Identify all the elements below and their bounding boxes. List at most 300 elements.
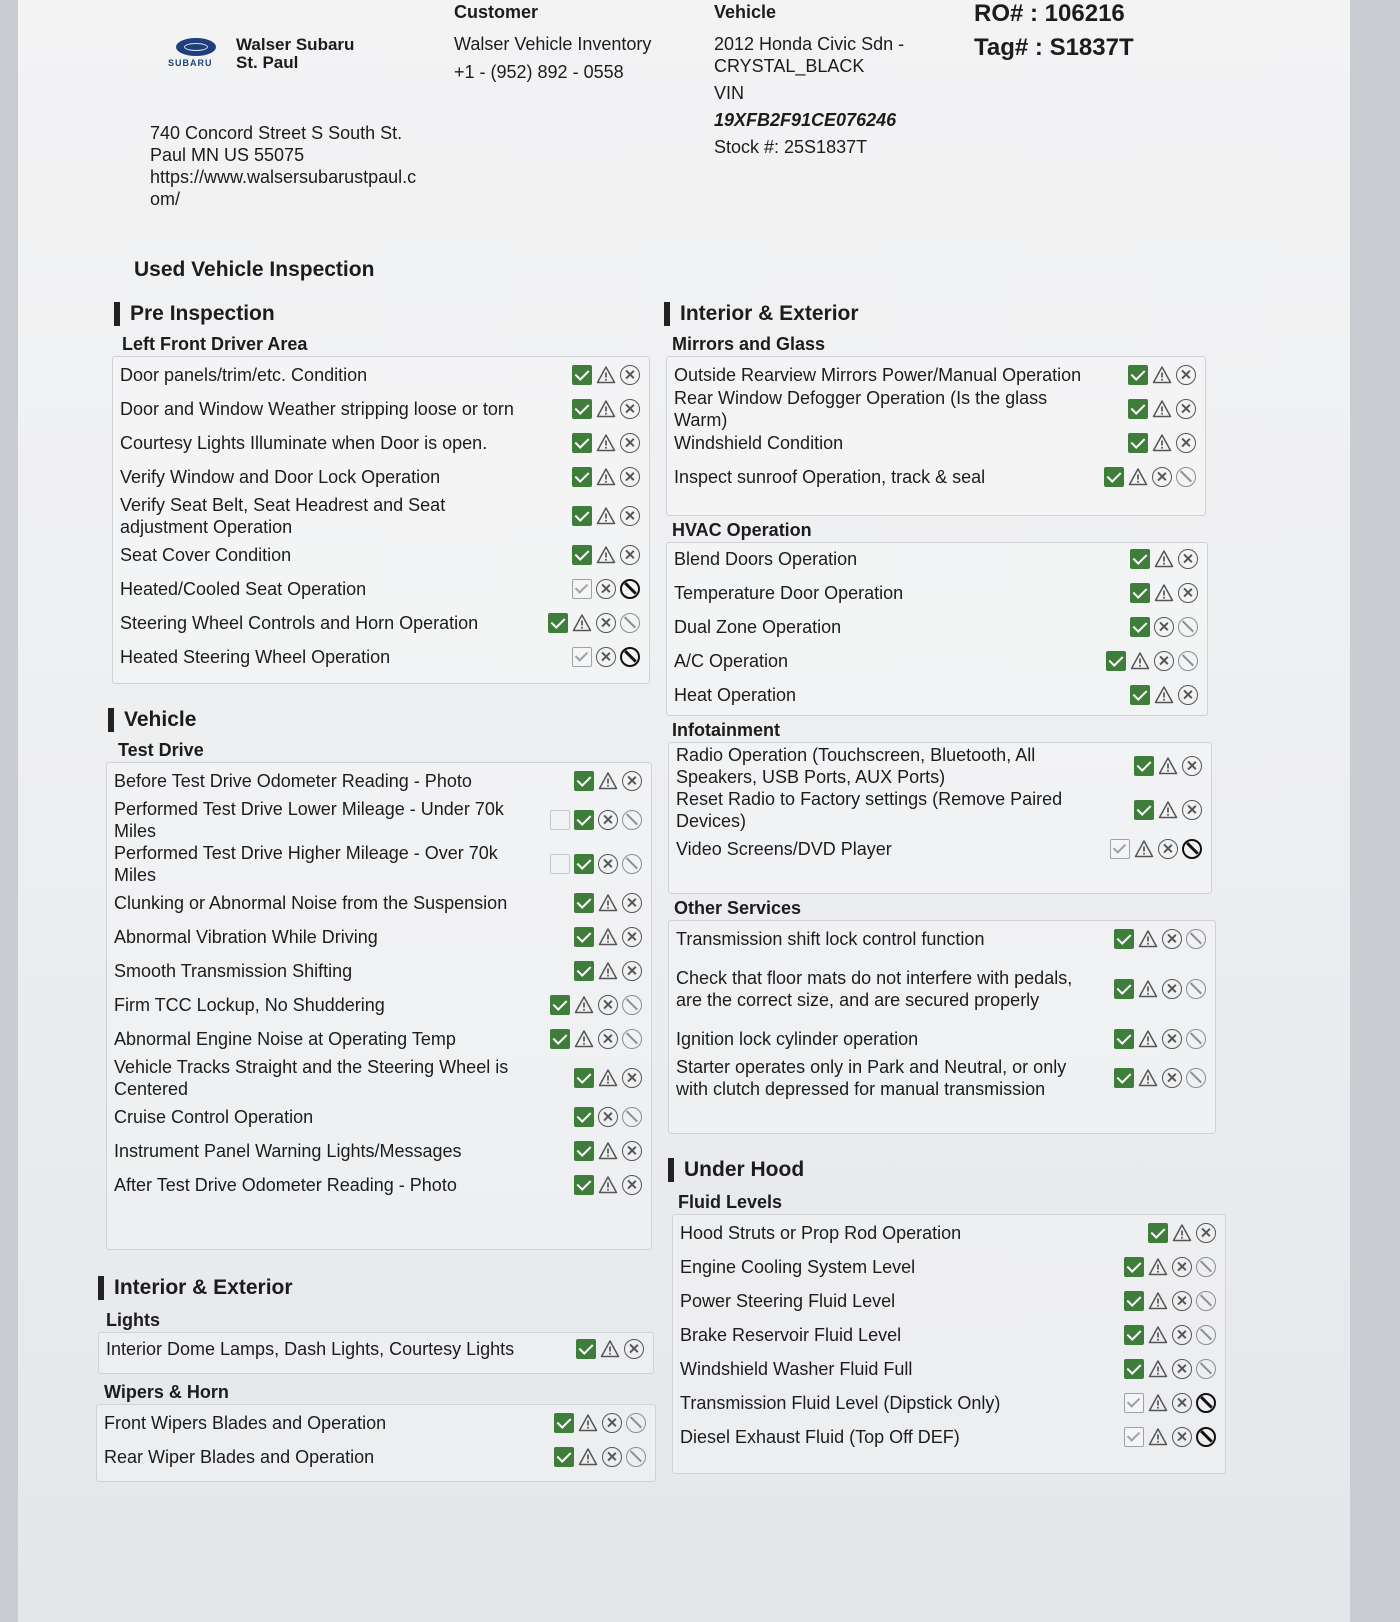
warning-icon[interactable] (1154, 583, 1174, 603)
checklist-item-test_drive-7 (114, 1022, 642, 1056)
fail-x-icon[interactable] (1178, 685, 1198, 705)
check-icon[interactable] (1128, 399, 1148, 419)
not-applicable-selected-icon[interactable] (1182, 839, 1202, 859)
status-icons (548, 613, 640, 633)
check-icon[interactable] (574, 961, 594, 981)
checklist-item-fluids-6 (680, 1420, 1216, 1454)
checklist-item-infotainment-1 (676, 788, 1202, 832)
status-icons (572, 647, 640, 667)
check-icon[interactable] (1114, 1068, 1134, 1088)
not-applicable-icon[interactable] (1186, 1068, 1206, 1088)
fail-x-icon[interactable] (620, 467, 640, 487)
fail-x-icon[interactable] (622, 961, 642, 981)
status-icons (1114, 929, 1206, 949)
customer-label: Customer (454, 2, 539, 22)
group-left-front-title: Left Front Driver Area (122, 334, 308, 354)
checklist-item-label: Firm TCC Lockup, No Shuddering (114, 995, 385, 1015)
unchecked-box-icon[interactable] (572, 647, 592, 667)
fail-x-icon[interactable] (1172, 1393, 1192, 1413)
checklist-item-hvac-3 (674, 644, 1198, 678)
warning-icon[interactable] (1152, 433, 1172, 453)
check-icon[interactable] (574, 1107, 594, 1127)
checklist-item-label: Hood Struts or Prop Rod Operation (680, 1223, 962, 1243)
check-icon[interactable] (1148, 1223, 1168, 1243)
warning-icon[interactable] (1152, 399, 1172, 419)
fail-x-icon[interactable] (622, 771, 642, 791)
section-under-hood: Under Hood (668, 1158, 804, 1182)
warning-icon[interactable] (1158, 756, 1178, 776)
warning-icon[interactable] (598, 1175, 618, 1195)
warning-icon[interactable] (1138, 979, 1158, 999)
not-applicable-icon[interactable] (622, 1107, 642, 1127)
checklist-item-label: Windshield Condition (674, 433, 844, 453)
customer-block (454, 2, 651, 83)
fail-x-icon[interactable] (1176, 365, 1196, 385)
checklist-item-left_front-3 (120, 460, 640, 494)
check-icon[interactable] (554, 1447, 574, 1467)
check-icon[interactable] (574, 854, 594, 874)
status-icons (1130, 617, 1198, 637)
customer-phone: +1 - (952) 892 - 0558 (454, 62, 624, 82)
warning-icon[interactable] (596, 365, 616, 385)
not-applicable-icon[interactable] (1196, 1291, 1216, 1311)
checklist-item-test_drive-6 (114, 988, 642, 1022)
not-applicable-icon[interactable] (626, 1413, 646, 1433)
check-icon[interactable] (574, 771, 594, 791)
fail-x-icon[interactable] (624, 1339, 644, 1359)
checklist-item-label: Steering Wheel Controls and Horn Operation (120, 613, 479, 633)
warning-icon[interactable] (1154, 685, 1174, 705)
fail-x-icon[interactable] (596, 613, 616, 633)
fail-x-icon[interactable] (1154, 651, 1174, 671)
checklist-item-label: Outside Rearview Mirrors Power/Manual Operation (674, 365, 1082, 385)
checklist-item-test_drive-11 (114, 1168, 642, 1202)
status-icons (1124, 1393, 1216, 1413)
checklist-item-label: Clunking or Abnormal Noise from the Suspension (114, 893, 508, 913)
fail-x-icon[interactable] (1178, 549, 1198, 569)
check-icon[interactable] (1128, 433, 1148, 453)
checklist-item-label: Abnormal Engine Noise at Operating Temp (114, 1029, 456, 1049)
checklist-item-test_drive-1 (114, 798, 642, 842)
status-icons (572, 365, 640, 385)
fail-x-icon[interactable] (1172, 1257, 1192, 1277)
status-icons (1114, 1068, 1206, 1088)
checklist-item-test_drive-9 (114, 1100, 642, 1134)
status-icons (1128, 365, 1196, 385)
checklist-item-left_front-8 (120, 640, 640, 674)
warning-icon[interactable] (572, 613, 592, 633)
warning-icon[interactable] (598, 1068, 618, 1088)
fail-x-icon[interactable] (1176, 399, 1196, 419)
status-icons (1124, 1427, 1216, 1447)
checklist-item-label: Courtesy Lights Illuminate when Door is open. (120, 433, 488, 453)
status-icons (550, 810, 642, 830)
check-icon[interactable] (1130, 685, 1150, 705)
checklist-item-label: Windshield Washer Fluid Full (680, 1359, 913, 1379)
subaru-logo-icon (176, 38, 216, 56)
not-applicable-selected-icon[interactable] (1196, 1393, 1216, 1413)
checklist-item-label: Power Steering Fluid Level (680, 1291, 896, 1311)
warning-icon[interactable] (596, 433, 616, 453)
checklist-item-hvac-0 (674, 542, 1198, 576)
checklist-item-label: A/C Operation (674, 651, 789, 671)
dealer-address: 740 Concord Street S South St. Paul MN US 55075 https://www.walsersubarustpaul.c om/ (150, 123, 417, 209)
not-applicable-icon[interactable] (1196, 1257, 1216, 1277)
empty-box-icon[interactable] (550, 854, 570, 874)
status-icons (554, 1413, 646, 1433)
warning-icon[interactable] (1130, 651, 1150, 671)
status-icons (574, 961, 642, 981)
warning-icon[interactable] (1148, 1291, 1168, 1311)
group-test-drive-title: Test Drive (118, 740, 204, 760)
checklist-item-test_drive-3 (114, 886, 642, 920)
group-mirrors-title: Mirrors and Glass (672, 334, 826, 354)
not-applicable-icon[interactable] (620, 613, 640, 633)
check-icon[interactable] (1130, 583, 1150, 603)
fail-x-icon[interactable] (622, 1141, 642, 1161)
check-icon[interactable] (1124, 1359, 1144, 1379)
vehicle-color: CRYSTAL_BLACK (714, 56, 865, 76)
warning-icon[interactable] (598, 961, 618, 981)
check-icon[interactable] (1114, 1029, 1134, 1049)
check-icon[interactable] (1134, 756, 1154, 776)
empty-box-icon[interactable] (550, 810, 570, 830)
status-icons (1124, 1291, 1216, 1311)
checklist-item-label: Video Screens/DVD Player (676, 839, 892, 859)
checklist-item-label: Before Test Drive Odometer Reading - Photo (114, 771, 472, 791)
not-applicable-icon[interactable] (1186, 979, 1206, 999)
checklist-item-test_drive-10 (114, 1134, 642, 1168)
warning-icon[interactable] (598, 1141, 618, 1161)
fail-x-icon[interactable] (1154, 617, 1174, 637)
vehicle-label: Vehicle (714, 2, 777, 22)
warning-icon[interactable] (1128, 467, 1148, 487)
warning-icon[interactable] (1138, 1029, 1158, 1049)
checklist-item-label: Transmission Fluid Level (Dipstick Only) (680, 1393, 1001, 1413)
warning-icon[interactable] (578, 1447, 598, 1467)
warning-icon[interactable] (598, 771, 618, 791)
checklist-item-left_front-2 (120, 426, 640, 460)
checklist-item-other-0 (676, 922, 1206, 956)
fail-x-icon[interactable] (622, 1175, 642, 1195)
fail-x-icon[interactable] (622, 893, 642, 913)
fail-x-icon[interactable] (598, 854, 618, 874)
warning-icon[interactable] (1138, 929, 1158, 949)
checklist-item-fluids-3 (680, 1318, 1216, 1352)
checklist-item-hvac-2 (674, 610, 1198, 644)
status-icons (550, 1029, 642, 1049)
check-icon[interactable] (1134, 800, 1154, 820)
page-title: Used Vehicle Inspection (134, 258, 375, 281)
checklist-item-fluids-0 (680, 1216, 1216, 1250)
status-icons (574, 1175, 642, 1195)
fail-x-icon[interactable] (596, 647, 616, 667)
not-applicable-icon[interactable] (622, 995, 642, 1015)
fail-x-icon[interactable] (1178, 583, 1198, 603)
unchecked-box-icon[interactable] (572, 579, 592, 599)
not-applicable-icon[interactable] (622, 1029, 642, 1049)
warning-icon[interactable] (1172, 1223, 1192, 1243)
checklist-item-fluids-1 (680, 1250, 1216, 1284)
warning-icon[interactable] (596, 399, 616, 419)
checklist-item-mirrors-1 (674, 388, 1196, 430)
check-icon[interactable] (574, 893, 594, 913)
fail-x-icon[interactable] (1162, 1068, 1182, 1088)
status-icons (1128, 433, 1196, 453)
checklist-item-label: Door and Window Weather stripping loose or torn (120, 399, 514, 419)
checklist-item-label: Rear Wiper Blades and Operation (104, 1447, 375, 1467)
checklist-item-fluids-5 (680, 1386, 1216, 1420)
status-icons (550, 854, 642, 874)
fail-x-icon[interactable] (1182, 756, 1202, 776)
vin-label: VIN (714, 83, 745, 103)
check-icon[interactable] (572, 506, 592, 526)
fail-x-icon[interactable] (598, 810, 618, 830)
check-icon[interactable] (572, 399, 592, 419)
status-icons (572, 433, 640, 453)
status-icons (574, 1141, 642, 1161)
status-icons (574, 893, 642, 913)
unchecked-box-icon[interactable] (1124, 1427, 1144, 1447)
fail-x-icon[interactable] (1172, 1291, 1192, 1311)
status-icons (554, 1447, 646, 1467)
checklist-item-left_front-4 (120, 494, 640, 538)
not-applicable-icon[interactable] (622, 854, 642, 874)
unchecked-box-icon[interactable] (1110, 839, 1130, 859)
checklist-item-test_drive-5 (114, 954, 642, 988)
fail-x-icon[interactable] (620, 399, 640, 419)
status-icons (1124, 1257, 1216, 1277)
checklist-item-label: Seat Cover Condition (120, 545, 292, 565)
section-pre-inspection: Pre Inspection (114, 302, 275, 326)
group-wipers-title: Wipers & Horn (104, 1382, 229, 1402)
check-icon[interactable] (574, 927, 594, 947)
fail-x-icon[interactable] (1172, 1359, 1192, 1379)
not-applicable-icon[interactable] (1196, 1359, 1216, 1379)
fail-x-icon[interactable] (602, 1447, 622, 1467)
status-icons (572, 579, 640, 599)
check-icon[interactable] (1130, 549, 1150, 569)
check-icon[interactable] (1114, 929, 1134, 949)
warning-icon[interactable] (574, 995, 594, 1015)
checklist-item-label: Vehicle Tracks Straight and the Steering Wheel is Centered (114, 1057, 509, 1099)
checklist-item-lights-0 (106, 1332, 644, 1366)
check-icon[interactable] (574, 1068, 594, 1088)
check-icon[interactable] (572, 545, 592, 565)
checklist-item-left_front-5 (120, 538, 640, 572)
checklist-item-label: Performed Test Drive Higher Mileage - Over 70k Miles (114, 843, 498, 885)
warning-icon[interactable] (598, 893, 618, 913)
fail-x-icon[interactable] (602, 1413, 622, 1433)
tag-number: Tag# : S1837T (974, 34, 1134, 61)
check-icon[interactable] (572, 467, 592, 487)
not-applicable-icon[interactable] (1186, 1029, 1206, 1049)
not-applicable-icon[interactable] (1186, 929, 1206, 949)
warning-icon[interactable] (574, 1029, 594, 1049)
checklist-item-other-3 (676, 1056, 1206, 1100)
checklist-item-left_front-0 (120, 358, 640, 392)
check-icon[interactable] (1124, 1257, 1144, 1277)
not-applicable-icon[interactable] (622, 810, 642, 830)
vehicle-block (714, 2, 904, 158)
checklist-item-label: Radio Operation (Touchscreen, Bluetooth, All Speakers, USB Ports, AUX Ports) (676, 745, 1036, 787)
checklist-item-label: Brake Reservoir Fluid Level (680, 1325, 902, 1345)
check-icon[interactable] (1130, 617, 1150, 637)
status-icons (576, 1339, 644, 1359)
warning-icon[interactable] (1148, 1257, 1168, 1277)
warning-icon[interactable] (1152, 365, 1172, 385)
vehicle-description: 2012 Honda Civic Sdn - (714, 34, 905, 54)
status-icons (1106, 651, 1198, 671)
checklist-item-label: Inspect sunroof Operation, track & seal (674, 467, 986, 487)
checklist-item-label: Diesel Exhaust Fluid (Top Off DEF) (680, 1427, 960, 1447)
fail-x-icon[interactable] (598, 1029, 618, 1049)
checklist-item-test_drive-4 (114, 920, 642, 954)
warning-icon[interactable] (596, 506, 616, 526)
warning-icon[interactable] (1148, 1427, 1168, 1447)
status-icons (550, 995, 642, 1015)
check-icon[interactable] (574, 810, 594, 830)
status-icons (572, 467, 640, 487)
fail-x-icon[interactable] (598, 1107, 618, 1127)
checklist-item-label: Reset Radio to Factory settings (Remove Paired Devices) (676, 789, 1063, 831)
status-icons (1104, 467, 1196, 487)
warning-icon[interactable] (1148, 1393, 1168, 1413)
dealer-name: Walser Subaru St. Paul (236, 35, 355, 72)
check-icon[interactable] (572, 365, 592, 385)
fail-x-icon[interactable] (620, 365, 640, 385)
checklist-item-left_front-7 (120, 606, 640, 640)
not-applicable-selected-icon[interactable] (620, 647, 640, 667)
fail-x-icon[interactable] (622, 927, 642, 947)
status-icons (1130, 549, 1198, 569)
status-icons (572, 545, 640, 565)
status-icons (574, 1107, 642, 1127)
fail-x-icon[interactable] (1152, 467, 1172, 487)
not-applicable-icon[interactable] (1178, 651, 1198, 671)
warning-icon[interactable] (1138, 1068, 1158, 1088)
fail-x-icon[interactable] (1162, 979, 1182, 999)
check-icon[interactable] (576, 1339, 596, 1359)
fail-x-icon[interactable] (1172, 1427, 1192, 1447)
warning-icon[interactable] (596, 545, 616, 565)
fail-x-icon[interactable] (622, 1068, 642, 1088)
status-icons (1114, 1029, 1206, 1049)
checklist-item-mirrors-3 (674, 460, 1196, 494)
fail-x-icon[interactable] (1158, 839, 1178, 859)
warning-icon[interactable] (1148, 1359, 1168, 1379)
checklist-item-label: Abnormal Vibration While Driving (114, 927, 378, 947)
check-icon[interactable] (1114, 979, 1134, 999)
checklist-item-test_drive-0 (114, 764, 642, 798)
check-icon[interactable] (1124, 1291, 1144, 1311)
checklist-item-hvac-1 (674, 576, 1198, 610)
check-icon[interactable] (1106, 651, 1126, 671)
checklist-item-label: Heated/Cooled Seat Operation (120, 579, 367, 599)
check-icon[interactable] (574, 1141, 594, 1161)
check-icon[interactable] (1128, 365, 1148, 385)
not-applicable-icon[interactable] (1196, 1325, 1216, 1345)
fail-x-icon[interactable] (1176, 433, 1196, 453)
checklist-item-label: Instrument Panel Warning Lights/Messages (114, 1141, 462, 1161)
fail-x-icon[interactable] (620, 433, 640, 453)
check-icon[interactable] (1104, 467, 1124, 487)
warning-icon[interactable] (1154, 549, 1174, 569)
warning-icon[interactable] (598, 927, 618, 947)
warning-icon[interactable] (596, 467, 616, 487)
check-icon[interactable] (550, 995, 570, 1015)
warning-icon[interactable] (1158, 800, 1178, 820)
fail-x-icon[interactable] (1162, 1029, 1182, 1049)
checklist-item-label: Starter operates only in Park and Neutral, or only with clutch depressed for manual transmission (676, 1057, 1067, 1099)
checklist-item-label: Ignition lock cylinder operation (676, 1029, 919, 1049)
customer-name: Walser Vehicle Inventory (454, 34, 652, 54)
checklist-item-fluids-2 (680, 1284, 1216, 1318)
logo-text: SUBARU (168, 58, 213, 68)
warning-icon[interactable] (578, 1413, 598, 1433)
not-applicable-icon[interactable] (1176, 467, 1196, 487)
status-icons (574, 1068, 642, 1088)
status-icons (574, 927, 642, 947)
check-icon[interactable] (550, 1029, 570, 1049)
group-hvac-title: HVAC Operation (672, 520, 812, 540)
check-icon[interactable] (572, 433, 592, 453)
fail-x-icon[interactable] (620, 506, 640, 526)
fail-x-icon[interactable] (1182, 800, 1202, 820)
checklist-item-test_drive-2 (114, 842, 642, 886)
warning-icon[interactable] (1134, 839, 1154, 859)
status-icons (1130, 685, 1198, 705)
fail-x-icon[interactable] (620, 545, 640, 565)
not-applicable-icon[interactable] (1178, 617, 1198, 637)
fail-x-icon[interactable] (1196, 1223, 1216, 1243)
vin-value: 19XFB2F91CE076246 (714, 110, 897, 130)
section-interior-exterior-right: Interior & Exterior (664, 302, 859, 326)
checklist-item-other-1 (676, 956, 1206, 1022)
status-icons (1148, 1223, 1216, 1243)
checklist-item-label: Engine Cooling System Level (680, 1257, 916, 1277)
warning-icon[interactable] (600, 1339, 620, 1359)
check-icon[interactable] (554, 1413, 574, 1433)
fail-x-icon[interactable] (1162, 929, 1182, 949)
fail-x-icon[interactable] (1172, 1325, 1192, 1345)
warning-icon[interactable] (1148, 1325, 1168, 1345)
check-icon[interactable] (1124, 1325, 1144, 1345)
not-applicable-icon[interactable] (626, 1447, 646, 1467)
not-applicable-selected-icon[interactable] (620, 579, 640, 599)
checklist-item-label: Heated Steering Wheel Operation (120, 647, 391, 667)
fail-x-icon[interactable] (596, 579, 616, 599)
checklist-item-label: Interior Dome Lamps, Dash Lights, Courtesy Lights (106, 1339, 515, 1359)
status-icons (1114, 979, 1206, 999)
checklist-item-label: Dual Zone Operation (674, 617, 842, 637)
checklist-item-other-2 (676, 1022, 1206, 1056)
check-icon[interactable] (574, 1175, 594, 1195)
checklist-item-infotainment-0 (676, 744, 1202, 788)
check-icon[interactable] (548, 613, 568, 633)
status-icons (1110, 839, 1202, 859)
unchecked-box-icon[interactable] (1124, 1393, 1144, 1413)
fail-x-icon[interactable] (598, 995, 618, 1015)
ro-number: RO# : 106216 (974, 0, 1125, 27)
status-icons (1128, 399, 1196, 419)
not-applicable-selected-icon[interactable] (1196, 1427, 1216, 1447)
checklist-item-label: Transmission shift lock control function (676, 929, 985, 949)
status-icons (1130, 583, 1198, 603)
section-vehicle: Vehicle (108, 708, 196, 732)
checklist-item-label: Blend Doors Operation (674, 549, 858, 569)
checklist-item-label: Performed Test Drive Lower Mileage - Under 70k Miles (114, 799, 504, 841)
